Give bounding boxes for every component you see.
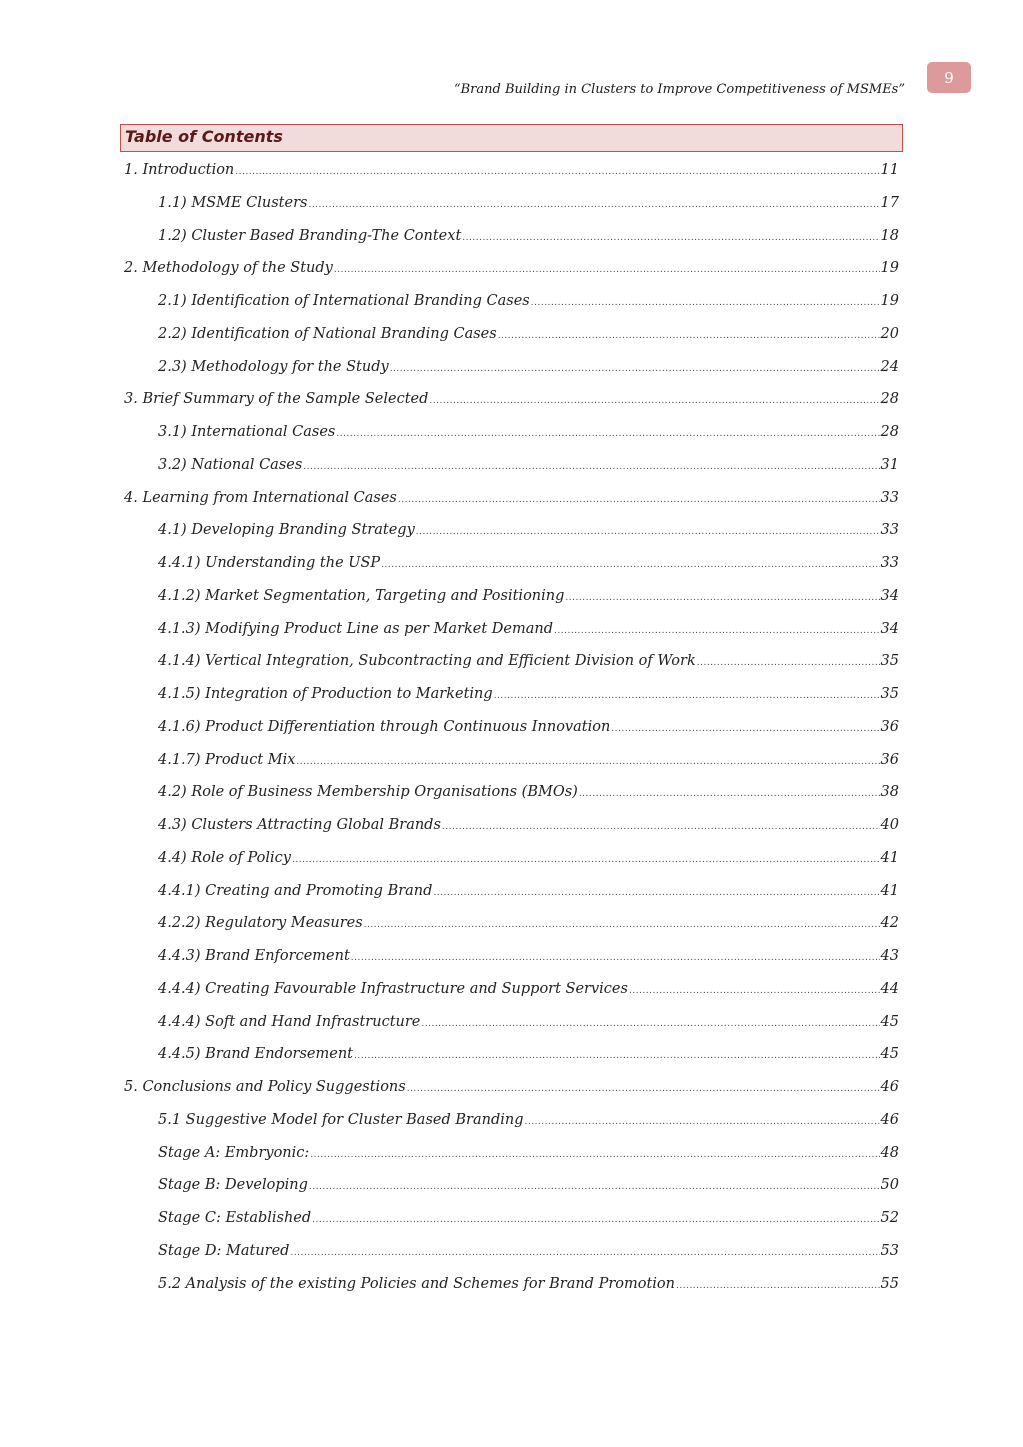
toc-entry-title: 4.1.6) Product Differentiation through Continuous Innovation — [158, 718, 611, 735]
toc-entry-title: 3.1) International Cases — [158, 424, 336, 440]
toc-entry-page: 52 — [880, 1210, 899, 1226]
toc-entry-title: 4.2) Role of Business Membership Organisations (BMOs) — [158, 784, 578, 801]
toc-dot-leader — [390, 364, 880, 374]
toc-entry-title: 4.1.2) Market Segmentation, Targeting and Positioning — [158, 587, 565, 604]
toc-dot-leader — [292, 855, 880, 865]
toc-entry-title: 5. Conclusions and Policy Suggestions — [124, 1079, 406, 1095]
toc-dot-leader — [579, 789, 880, 799]
toc-entry-title: 3. Brief Summary of the Sample Selected — [124, 391, 429, 408]
toc-entry-page: 19 — [880, 260, 899, 277]
toc-entry-title: 5.1 Suggestive Model for Cluster Based Branding — [158, 1111, 524, 1128]
toc-entry[interactable] — [124, 686, 899, 719]
toc-dot-leader — [290, 1248, 879, 1258]
toc-dot-leader — [531, 298, 880, 308]
toc-dot-leader — [309, 1182, 880, 1192]
toc-entry[interactable] — [124, 490, 899, 523]
toc-entry[interactable] — [124, 1014, 899, 1047]
toc-entry-title: 4.4.1) Understanding the USP — [158, 555, 381, 571]
toc-entry[interactable] — [124, 391, 899, 424]
toc-entry-title: 4.4.3) Brand Enforcement — [158, 948, 350, 964]
toc-entry-page: 19 — [880, 293, 899, 309]
toc-dot-leader — [312, 1215, 879, 1225]
toc-entry-title: 3.2) National Cases — [158, 456, 303, 473]
toc-dot-leader — [336, 429, 879, 439]
toc-entry-title: 4. Learning from International Cases — [124, 489, 397, 506]
toc-entry-page: 36 — [880, 718, 899, 735]
toc-entry-page: 46 — [880, 1111, 899, 1128]
toc-entry-title: 2.2) Identification of National Branding Cases — [158, 325, 497, 342]
toc-dot-leader — [629, 986, 880, 996]
toc-entry-title: 5.2 Analysis of the existing Policies and Schemes for Brand Promotion — [158, 1275, 675, 1292]
toc-entry-page: 35 — [880, 686, 899, 702]
toc-entry-title: 4.4.1) Creating and Promoting Brand — [158, 882, 433, 899]
toc-entry-page: 53 — [880, 1242, 899, 1259]
toc-dot-leader — [235, 167, 879, 177]
toc-dot-leader — [334, 265, 880, 275]
toc-entry-page: 55 — [880, 1275, 899, 1292]
toc-entry[interactable] — [124, 293, 899, 326]
toc-entry-page: 45 — [880, 1046, 899, 1063]
toc-entry-page: 38 — [880, 784, 899, 801]
toc-entry-page: 48 — [880, 1144, 899, 1161]
toc-entry-page: 43 — [880, 948, 899, 964]
toc-entry-page: 41 — [880, 849, 899, 866]
toc-dot-leader — [398, 495, 880, 505]
toc-entry[interactable] — [124, 1079, 899, 1112]
toc-entry-title: 4.4.4) Creating Favourable Infrastructure and Support Services — [158, 980, 628, 997]
toc-entry-title: 4.4.4) Soft and Hand Infrastructure — [158, 1013, 421, 1030]
toc-dot-leader — [351, 953, 880, 963]
toc-entry[interactable] — [124, 195, 899, 228]
toc-dot-leader — [407, 1084, 880, 1094]
toc-entry[interactable] — [124, 784, 899, 817]
toc-dot-leader — [554, 626, 880, 636]
toc-entry-page: 45 — [880, 1013, 899, 1030]
toc-entry[interactable] — [124, 948, 899, 981]
toc-dot-leader — [364, 920, 880, 930]
toc-entry[interactable] — [124, 1276, 899, 1309]
toc-dot-leader — [442, 822, 880, 832]
running-header: “Brand Building in Clusters to Improve Competitiveness of MSMEs” — [453, 82, 905, 97]
toc-entry-title: Stage D: Matured — [158, 1242, 290, 1259]
toc-entry[interactable] — [124, 850, 899, 883]
toc-entry-page: 33 — [880, 522, 899, 539]
toc-entry[interactable] — [124, 915, 899, 948]
toc-entry[interactable] — [124, 326, 899, 359]
toc-dot-leader — [354, 1051, 880, 1061]
toc-entry-page: 28 — [880, 424, 899, 440]
toc-entry[interactable] — [124, 752, 899, 785]
toc-entry-title: 4.1) Developing Branding Strategy — [158, 522, 415, 539]
toc-entry-page: 18 — [880, 227, 899, 244]
toc-entry[interactable] — [124, 588, 899, 621]
toc-entry[interactable] — [124, 817, 899, 850]
toc-entry[interactable] — [124, 1112, 899, 1145]
toc-entry[interactable] — [124, 228, 899, 261]
toc-entry-title: 4.1.3) Modifying Product Line as per Market Demand — [158, 620, 554, 637]
toc-dot-leader — [433, 888, 879, 898]
toc-entry-title: 4.1.7) Product Mix — [158, 751, 296, 768]
toc-entry-page: 41 — [880, 882, 899, 899]
toc-dot-leader — [421, 1019, 879, 1029]
toc-entry[interactable] — [124, 555, 899, 588]
toc-dot-leader — [611, 724, 879, 734]
toc-entry[interactable] — [124, 981, 899, 1014]
toc-entry[interactable] — [124, 424, 899, 457]
toc-dot-leader — [462, 233, 879, 243]
toc-entry-title: 4.1.5) Integration of Production to Marketing — [158, 686, 493, 702]
toc-entry-title: 1. Introduction — [124, 162, 235, 178]
toc-dot-leader — [308, 200, 879, 210]
toc-entry-page: 35 — [880, 653, 899, 670]
toc-entry-page: 33 — [880, 555, 899, 571]
toc-entry-page: 24 — [880, 358, 899, 375]
toc-entry-page: 17 — [880, 194, 899, 211]
toc-entry-title: 4.1.4) Vertical Integration, Subcontracting and Efficient Division of Work — [158, 653, 696, 670]
toc-entry-page: 31 — [880, 456, 899, 473]
toc-entry-title: 2. Methodology of the Study — [124, 260, 333, 277]
toc-entry[interactable] — [124, 1046, 899, 1079]
toc-title-box — [120, 124, 903, 152]
toc-entry-page: 34 — [880, 587, 899, 604]
toc-entry[interactable] — [124, 1145, 899, 1178]
toc-entry-title: Stage B: Developing — [158, 1177, 308, 1194]
toc-dot-leader — [310, 1150, 879, 1160]
toc-entry[interactable] — [124, 719, 899, 752]
toc-entry[interactable] — [124, 162, 899, 195]
toc-entry-page: 34 — [880, 620, 899, 637]
toc-dot-leader — [429, 396, 879, 406]
toc-entry[interactable] — [124, 653, 899, 686]
toc-dot-leader — [381, 560, 879, 570]
toc-dot-leader — [697, 658, 880, 668]
toc-entry-title: Stage C: Established — [158, 1210, 312, 1226]
toc-entry-page: 20 — [880, 325, 899, 342]
toc-entry[interactable] — [124, 522, 899, 555]
toc-entry-page: 33 — [880, 489, 899, 506]
toc-entry-page: 28 — [880, 391, 899, 408]
toc-entry[interactable] — [124, 359, 899, 392]
toc-dot-leader — [494, 691, 880, 701]
toc-entry-page: 36 — [880, 751, 899, 768]
toc-entry-title: 2.3) Methodology for the Study — [158, 358, 389, 375]
toc-entry-title: 1.2) Cluster Based Branding-The Context — [158, 227, 462, 244]
toc-entry[interactable] — [124, 621, 899, 654]
toc-entry-page: 44 — [880, 980, 899, 997]
toc-entry-title: 4.4.5) Brand Endorsement — [158, 1046, 354, 1063]
toc-entry-page: 46 — [880, 1079, 899, 1095]
page-number-badge: 9 — [927, 62, 971, 93]
toc-dot-leader — [296, 757, 879, 767]
toc-entry[interactable] — [124, 883, 899, 916]
toc-dot-leader — [416, 527, 880, 537]
toc-entry-title: 4.3) Clusters Attracting Global Brands — [158, 817, 441, 833]
toc-list — [124, 162, 899, 1308]
toc-entry[interactable] — [124, 457, 899, 490]
toc-entry-page: 40 — [880, 817, 899, 833]
toc-entry-page: 42 — [880, 915, 899, 932]
toc-entry[interactable] — [124, 1177, 899, 1210]
toc-dot-leader — [524, 1117, 879, 1127]
toc-entry-title: 1.1) MSME Clusters — [158, 194, 308, 211]
toc-title: Table of Contents — [125, 127, 283, 146]
toc-entry-title: Stage A: Embryonic: — [158, 1144, 310, 1161]
toc-entry[interactable] — [124, 260, 899, 293]
toc-entry-title: 2.1) Identification of International Branding Cases — [158, 293, 530, 309]
toc-dot-leader — [303, 462, 879, 472]
toc-entry[interactable] — [124, 1210, 899, 1243]
toc-entry[interactable] — [124, 1243, 899, 1276]
toc-entry-title: 4.4) Role of Policy — [158, 849, 291, 866]
toc-entry-title: 4.2.2) Regulatory Measures — [158, 915, 363, 932]
toc-dot-leader — [676, 1281, 880, 1291]
toc-dot-leader — [498, 331, 880, 341]
toc-dot-leader — [565, 593, 879, 603]
toc-entry-page: 50 — [880, 1177, 899, 1194]
toc-entry-page: 11 — [880, 162, 899, 178]
